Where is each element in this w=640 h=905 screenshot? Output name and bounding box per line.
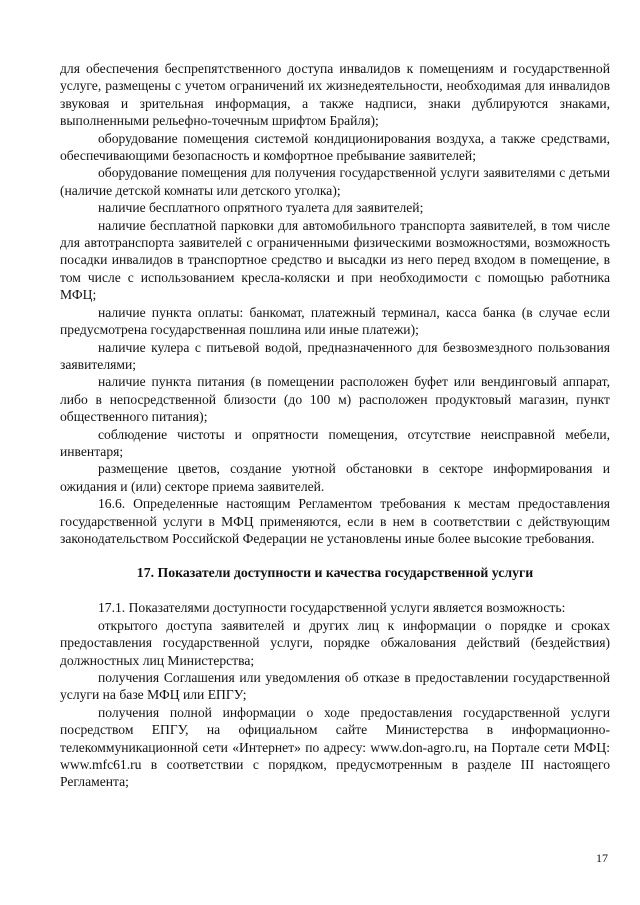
paragraph-food-point: наличие пункта питания (в помещении расположен буфет или вендинговый аппарат, либо в непосредственной близости (до 100 м) расположен продуктовый магазин, пункт общественного питания); bbox=[60, 374, 610, 425]
paragraph-cleanliness: соблюдение чистоты и опрятности помещения, отсутствие неисправной мебели, инвентаря; bbox=[60, 426, 610, 459]
paragraph-water-cooler: наличие кулера с питьевой водой, предназначенного для безвозмездного пользования заявителями; bbox=[60, 339, 610, 372]
paragraph-open-access: открытого доступа заявителей и других лиц к информации о порядке и сроках предоставления государственной услуги, порядке обжалования действий (бездействия) должностных лиц Министерства; bbox=[60, 617, 610, 668]
page-number: 17 bbox=[596, 851, 608, 865]
paragraph-flowers: размещение цветов, создание уютной обстановки в секторе информирования и ожидания и (или) секторе приема заявителей. bbox=[60, 461, 610, 494]
paragraph-toilet: наличие бесплатного опрятного туалета для заявителей; bbox=[98, 200, 424, 216]
paragraph-full-info: получения полной информации о ходе предоставления государственной услуги посредством ЕПГУ, на официальном сайте Министерства в информационно-телекоммуникационной сети «Интернет» по адресу: www.don-agro.ru, на Портале сети МФЦ: www.mfc61.ru в соответствии с порядком, предусмотренным в разделе III настоящего Регламента; bbox=[60, 704, 610, 790]
paragraph-children-room: оборудование помещения для получения государственной услуги заявителями с детьми (наличие детской комнаты или детского уголка); bbox=[60, 165, 610, 198]
paragraph-parking: наличие бесплатной парковки для автомобильного транспорта заявителей, в том числе для автотранспорта заявителей с ограниченными физическими возможностями, возможность посадки инвалидов в транспортное средство и высадки из него перед входом в помещение, в том числе с использованием кресла-коляски и при необходимости с помощью работника МФЦ; bbox=[60, 217, 610, 303]
paragraph-payment-point: наличие пункта оплаты: банкомат, платежный терминал, касса банка (в случае если предусмотрена государственная пошлина или иные платежи); bbox=[60, 304, 610, 338]
paragraph-16-6: 16.6. Определенные настоящим Регламентом требования к местам предоставления государственной услуги в МФЦ применяются, если в нем в соответствии с действующим законодательством Российской Федерации не установлены иные более высокие требования. bbox=[60, 496, 610, 546]
document-page bbox=[60, 60, 610, 791]
paragraph-agreement: получения Соглашения или уведомления об отказе в предоставлении государственной услуги на базе МФЦ или ЕПГУ; bbox=[60, 670, 610, 703]
section-17-heading: 17. Показатели доступности и качества государственной услуги bbox=[136, 565, 534, 581]
paragraph-air-conditioning: оборудование помещения системой кондиционирования воздуха, а также средствами, обеспечивающими безопасность и комфортное пребывание заявителей; bbox=[60, 130, 610, 164]
paragraph-17-1: 17.1. Показателями доступности государственной услуги является возможность: bbox=[98, 600, 566, 616]
paragraph-accessibility-info: для обеспечения беспрепятственного доступа инвалидов к помещениям и государственной услуге, размещены с учетом ограничений их жизнедеятельности, необходимая для инвалидов звуковая и зрительная информация, а также надписи, знаки дублируются знаками, выполненными рельефно-точечным шрифтом Брайля); bbox=[60, 61, 610, 129]
